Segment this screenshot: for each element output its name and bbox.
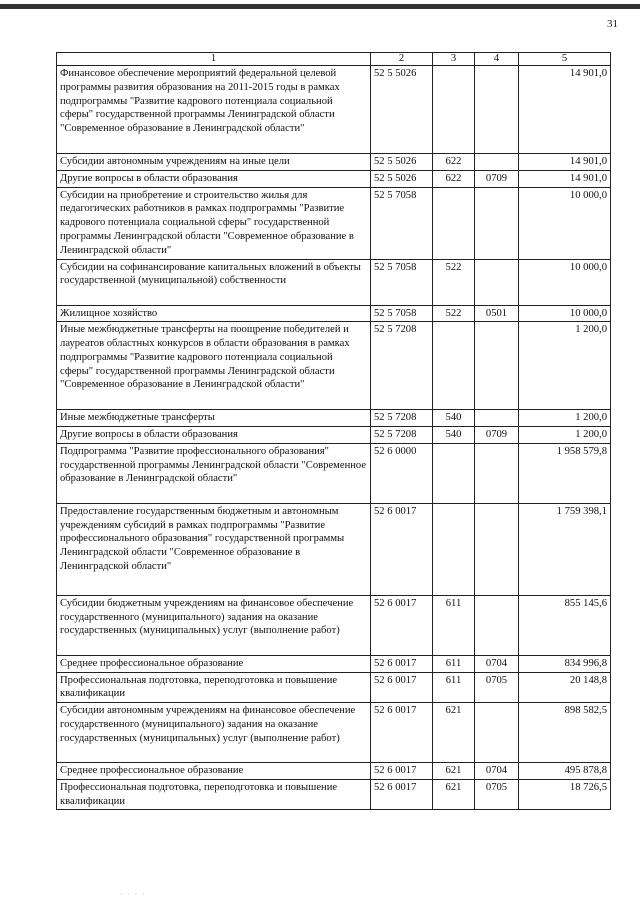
row-name-cell: Предоставление государственным бюджетным и автономным учреждениям субсидий в рамках подпрограммы "Развитие профессионального образования" государственной программы Ленинградской области "Современное образование в Ленинградской области" xyxy=(57,503,371,595)
row-code-cell: 52 6 0017 xyxy=(371,595,433,655)
row-section-cell: 0705 xyxy=(475,672,519,703)
row-section-cell: 0704 xyxy=(475,763,519,780)
column-header: 5 xyxy=(519,53,611,66)
row-name-cell: Финансовое обеспечение мероприятий федеральной целевой программы развития образования на 2011-2015 годы в рамках подпрограммы "Развитие кадрового потенциала социальной сферы" государственной программы Ленинградской области "Современное образование в Ленинградской области" xyxy=(57,66,371,154)
row-amount-cell: 10 000,0 xyxy=(519,305,611,322)
row-code-cell: 52 5 5026 xyxy=(371,170,433,187)
table-row xyxy=(57,503,611,595)
row-name-cell: Среднее профессиональное образование xyxy=(57,655,371,672)
row-expense-type-cell: 621 xyxy=(433,779,475,810)
table-row xyxy=(57,154,611,171)
row-expense-type-cell: 621 xyxy=(433,703,475,763)
table-row xyxy=(57,655,611,672)
row-expense-type-cell xyxy=(433,322,475,410)
row-name-cell: Профессиональная подготовка, переподготовка и повышение квалификации xyxy=(57,672,371,703)
column-header: 3 xyxy=(433,53,475,66)
row-code-cell: 52 5 7208 xyxy=(371,410,433,427)
row-expense-type-cell: 611 xyxy=(433,595,475,655)
row-code-cell: 52 6 0017 xyxy=(371,672,433,703)
row-section-cell xyxy=(475,595,519,655)
row-code-cell: 52 6 0017 xyxy=(371,763,433,780)
row-name-cell: Профессиональная подготовка, переподготовка и повышение квалификации xyxy=(57,779,371,810)
row-code-cell: 52 5 7058 xyxy=(371,305,433,322)
row-section-cell: 0705 xyxy=(475,779,519,810)
row-amount-cell: 18 726,5 xyxy=(519,779,611,810)
row-name-cell: Другие вопросы в области образования xyxy=(57,427,371,444)
top-rule xyxy=(0,4,640,9)
row-amount-cell: 898 582,5 xyxy=(519,703,611,763)
row-expense-type-cell: 611 xyxy=(433,655,475,672)
row-amount-cell: 20 148,8 xyxy=(519,672,611,703)
row-amount-cell: 495 878,8 xyxy=(519,763,611,780)
row-expense-type-cell: 611 xyxy=(433,672,475,703)
table-row xyxy=(57,187,611,259)
row-amount-cell: 1 200,0 xyxy=(519,410,611,427)
row-amount-cell: 1 200,0 xyxy=(519,427,611,444)
row-name-cell: Субсидии бюджетным учреждениям на финансовое обеспечение государственного (муниципального) задания на оказание государственных (муниципальных) услуг (выполнение работ) xyxy=(57,595,371,655)
row-expense-type-cell xyxy=(433,187,475,259)
row-section-cell: 0709 xyxy=(475,170,519,187)
table-row xyxy=(57,322,611,410)
budget-table xyxy=(56,52,611,810)
table-row xyxy=(57,170,611,187)
row-code-cell: 52 6 0017 xyxy=(371,779,433,810)
row-code-cell: 52 6 0017 xyxy=(371,703,433,763)
table-row xyxy=(57,703,611,763)
row-section-cell xyxy=(475,187,519,259)
table-row xyxy=(57,595,611,655)
row-code-cell: 52 5 7058 xyxy=(371,187,433,259)
row-code-cell: 52 6 0017 xyxy=(371,503,433,595)
row-expense-type-cell xyxy=(433,443,475,503)
row-expense-type-cell: 622 xyxy=(433,154,475,171)
row-expense-type-cell: 621 xyxy=(433,763,475,780)
row-expense-type-cell: 522 xyxy=(433,259,475,305)
table-row xyxy=(57,763,611,780)
row-amount-cell: 1 200,0 xyxy=(519,322,611,410)
row-expense-type-cell: 522 xyxy=(433,305,475,322)
row-name-cell: Субсидии автономным учреждениям на иные цели xyxy=(57,154,371,171)
row-code-cell: 52 5 7058 xyxy=(371,259,433,305)
row-name-cell: Жилищное хозяйство xyxy=(57,305,371,322)
row-name-cell: Иные межбюджетные трансферты на поощрение победителей и лауреатов областных конкурсов в области образования в рамках подпрограммы "Развитие кадрового потенциала социальной сферы" государственной программы Ленинградской области "Современное образование в Ленинградской области" xyxy=(57,322,371,410)
row-name-cell: Субсидии автономным учреждениям на финансовое обеспечение государственного (муниципального) задания на оказание государственных (муниципальных) услуг (выполнение работ) xyxy=(57,703,371,763)
row-section-cell xyxy=(475,259,519,305)
row-name-cell: Субсидии на приобретение и строительство жилья для педагогических работников в рамках подпрограммы "Развитие кадрового потенциала социальной сферы" государственной программы Ленинградской области "Современное образование в Ленинградской области" xyxy=(57,187,371,259)
row-expense-type-cell xyxy=(433,66,475,154)
row-expense-type-cell xyxy=(433,503,475,595)
row-code-cell: 52 5 5026 xyxy=(371,66,433,154)
row-section-cell: 0501 xyxy=(475,305,519,322)
row-section-cell: 0709 xyxy=(475,427,519,444)
row-name-cell: Субсидии на софинансирование капитальных вложений в объекты государственной (муниципальной) собственности xyxy=(57,259,371,305)
table-row xyxy=(57,410,611,427)
row-expense-type-cell: 540 xyxy=(433,427,475,444)
row-amount-cell: 1 759 398,1 xyxy=(519,503,611,595)
column-header: 2 xyxy=(371,53,433,66)
row-expense-type-cell: 622 xyxy=(433,170,475,187)
row-amount-cell: 14 901,0 xyxy=(519,170,611,187)
scan-artifact: · · · · xyxy=(120,892,147,898)
row-name-cell: Иные межбюджетные трансферты xyxy=(57,410,371,427)
row-amount-cell: 14 901,0 xyxy=(519,66,611,154)
row-expense-type-cell: 540 xyxy=(433,410,475,427)
table-row xyxy=(57,259,611,305)
row-amount-cell: 834 996,8 xyxy=(519,655,611,672)
row-amount-cell: 1 958 579,8 xyxy=(519,443,611,503)
row-code-cell: 52 5 7208 xyxy=(371,427,433,444)
column-header: 1 xyxy=(57,53,371,66)
row-name-cell: Другие вопросы в области образования xyxy=(57,170,371,187)
row-section-cell xyxy=(475,322,519,410)
row-code-cell: 52 6 0000 xyxy=(371,443,433,503)
row-amount-cell: 14 901,0 xyxy=(519,154,611,171)
row-section-cell xyxy=(475,503,519,595)
row-section-cell xyxy=(475,410,519,427)
table-row xyxy=(57,672,611,703)
row-section-cell xyxy=(475,443,519,503)
row-section-cell: 0704 xyxy=(475,655,519,672)
row-code-cell: 52 5 7208 xyxy=(371,322,433,410)
table-row xyxy=(57,427,611,444)
row-amount-cell: 10 000,0 xyxy=(519,259,611,305)
column-header: 4 xyxy=(475,53,519,66)
header-row xyxy=(57,53,611,66)
row-code-cell: 52 6 0017 xyxy=(371,655,433,672)
page-number: 31 xyxy=(607,18,618,30)
row-amount-cell: 10 000,0 xyxy=(519,187,611,259)
table-row xyxy=(57,779,611,810)
row-section-cell xyxy=(475,703,519,763)
table-row xyxy=(57,66,611,154)
row-name-cell: Подпрограмма "Развитие профессионального образования" государственной программы Ленинградской области "Современное образование в Ленинградской области" xyxy=(57,443,371,503)
row-name-cell: Среднее профессиональное образование xyxy=(57,763,371,780)
table-row xyxy=(57,305,611,322)
table-row xyxy=(57,443,611,503)
row-section-cell xyxy=(475,66,519,154)
row-code-cell: 52 5 5026 xyxy=(371,154,433,171)
row-amount-cell: 855 145,6 xyxy=(519,595,611,655)
row-section-cell xyxy=(475,154,519,171)
